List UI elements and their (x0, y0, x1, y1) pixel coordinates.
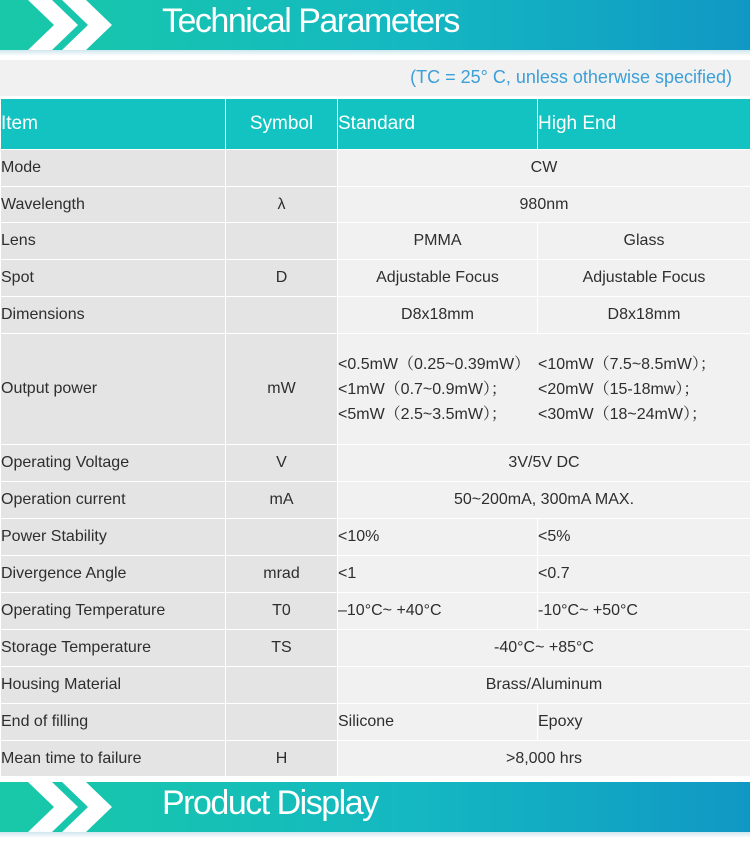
row-symbol: T0 (226, 593, 338, 630)
row-value: -40°C~ +85°C (338, 630, 750, 667)
row-symbol: TS (226, 630, 338, 667)
row-standard: <1 (338, 556, 538, 593)
row-value: >8,000 hrs (338, 741, 750, 777)
table-row (1, 223, 750, 260)
row-standard: <10% (338, 519, 538, 556)
power-high-end-line: <20mW（15-18mw）； (538, 380, 700, 398)
row-high-end: Adjustable Focus (538, 260, 750, 297)
row-high-end: D8x18mm (538, 297, 750, 334)
power-high-end-line: <10mW（7.5~8.5mW）； (538, 355, 716, 373)
row-standard: –10°C~ +40°C (338, 593, 538, 630)
table-row (1, 667, 750, 704)
row-item: Dimensions (1, 297, 226, 334)
section-title: Product Display (162, 784, 378, 822)
conditions-bar (0, 60, 750, 96)
row-item: Housing Material (1, 667, 226, 704)
table-row (1, 260, 750, 297)
row-item: Mean time to failure (1, 741, 226, 777)
table-row (1, 187, 750, 223)
row-symbol: λ (226, 187, 338, 223)
table-row (1, 630, 750, 667)
table-row (1, 150, 750, 187)
row-high-end: <0.7 (538, 556, 750, 593)
row-symbol: H (226, 741, 338, 777)
row-high-end: <5% (538, 519, 750, 556)
row-symbol (226, 667, 338, 704)
table-row (1, 519, 750, 556)
row-symbol (226, 297, 338, 334)
row-standard: PMMA (338, 223, 538, 260)
footer-banner (0, 782, 750, 832)
row-item: Output power (1, 334, 226, 445)
double-chevron-icon (0, 0, 120, 50)
table-row (1, 593, 750, 630)
double-chevron-icon (0, 782, 120, 832)
row-standard: D8x18mm (338, 297, 538, 334)
row-symbol: mW (226, 334, 338, 445)
row-symbol (226, 150, 338, 187)
row-value: Brass/Aluminum (338, 667, 750, 704)
row-item: Mode (1, 150, 226, 187)
row-item: Storage Temperature (1, 630, 226, 667)
header-standard: Standard (338, 99, 538, 150)
row-value: CW (338, 150, 750, 187)
banner-shadow (0, 50, 750, 56)
banner-shadow (0, 832, 750, 838)
row-symbol (226, 704, 338, 741)
table-row (1, 704, 750, 741)
header-banner (0, 0, 750, 50)
row-item: Power Stability (1, 519, 226, 556)
table-row (1, 445, 750, 482)
row-standard: Adjustable Focus (338, 260, 538, 297)
row-item: Wavelength (1, 187, 226, 223)
header-high-end: High End (538, 99, 750, 150)
table-header-row (1, 99, 750, 150)
row-item: Divergence Angle (1, 556, 226, 593)
row-value: 50~200mA, 300mA MAX. (338, 482, 750, 519)
row-standard: Silicone (338, 704, 538, 741)
row-high-end: Epoxy (538, 704, 750, 741)
table-row (1, 297, 750, 334)
row-symbol: D (226, 260, 338, 297)
conditions-note: (TC = 25° C, unless otherwise specified) (410, 67, 732, 87)
header-item: Item (1, 99, 226, 150)
row-item: Spot (1, 260, 226, 297)
header-symbol: Symbol (226, 99, 338, 150)
row-symbol: V (226, 445, 338, 482)
spec-table (0, 98, 750, 777)
page-title: Technical Parameters (162, 2, 459, 40)
power-standard-line: <1mW（0.7~0.9mW）； (338, 380, 507, 398)
row-symbol: mA (226, 482, 338, 519)
table-row (1, 482, 750, 519)
table-row (1, 741, 750, 777)
row-item: Lens (1, 223, 226, 260)
row-item: Operation current (1, 482, 226, 519)
power-standard-line: <5mW（2.5~3.5mW）； (338, 405, 507, 423)
table-row (1, 556, 750, 593)
table-row (1, 334, 750, 445)
row-item: End of filling (1, 704, 226, 741)
power-standard-line: <0.5mW（0.25~0.39mW） (338, 355, 531, 373)
row-item: Operating Voltage (1, 445, 226, 482)
row-symbol (226, 223, 338, 260)
row-item: Operating Temperature (1, 593, 226, 630)
power-high-end-line: <30mW（18~24mW）； (538, 405, 707, 423)
row-value: 3V/5V DC (338, 445, 750, 482)
row-value: 980nm (338, 187, 750, 223)
row-high-end: -10°C~ +50°C (538, 593, 750, 630)
row-symbol (226, 519, 338, 556)
output-power-values (338, 334, 750, 445)
row-high-end: Glass (538, 223, 750, 260)
row-symbol: mrad (226, 556, 338, 593)
